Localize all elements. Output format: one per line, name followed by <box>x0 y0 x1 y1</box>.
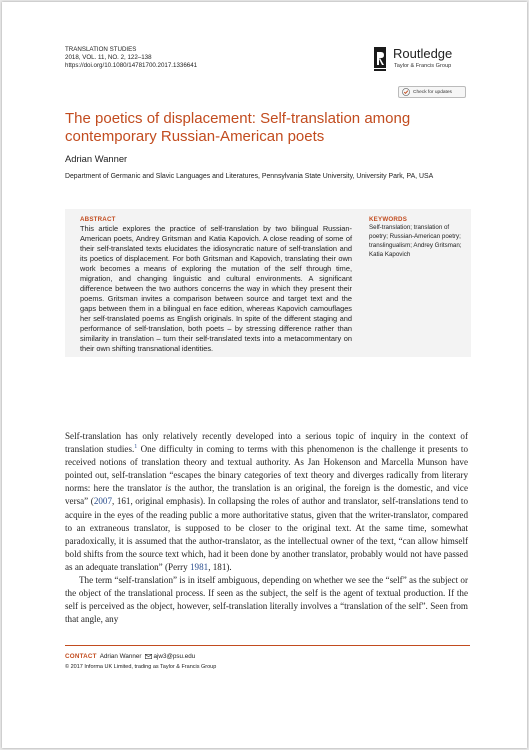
email-icon <box>145 654 152 659</box>
check-updates-button[interactable] <box>398 86 466 98</box>
footnote-link[interactable]: 1 <box>134 444 138 451</box>
journal-info <box>65 46 197 71</box>
contact-label: CONTACT <box>65 653 97 660</box>
contact-name: Adrian Wanner <box>99 653 142 660</box>
doi-link[interactable]: https://doi.org/10.1080/14781700.2017.1336641 <box>65 62 198 70</box>
body-paragraph: The term “self-translation” is in itself ambiguous, depending on whether we see the “self” as the subject or the object of the translational process. If seen as the subject, the self is the agent of textual production. If the self is perceived as the object, however, self-translation literally involves a “translation of the self”. Seen from that angle, any <box>65 575 468 625</box>
abstract-box <box>65 209 471 357</box>
article-author: Adrian Wanner <box>65 153 128 164</box>
keywords-heading: KEYWORDS <box>369 216 408 223</box>
routledge-logo-icon <box>373 46 387 72</box>
citation-link[interactable]: 2007 <box>93 496 112 507</box>
publisher-name: Routledge <box>393 46 453 61</box>
article-page <box>2 2 527 748</box>
keywords-text: Self-translation; translation of poetry; Russian-American poetry; translingualism; Andrey Gritsman; Katia Kapovich <box>369 224 462 258</box>
abstract-text: This article explores the practice of self-translation by two bilingual Russian-American poets, Andrey Gritsman and Katia Kapovich. A close reading of some of their self-translated texts elucidates the idiosyncratic nature of self-translation and its poetics of displacement. For both Gritsman and Kapovich, translating their own work becomes a means of exploring the mutation of the self through time, migration, and changing linguistic and cultural environments. A significant difference between the two authors concerns the way in which they present their poems. Gritsman invites a comparison between source and target text and the gaps between them in a bilingual en face edition, whereas Kapovich camouflages her self-translated poems as English originals. In spite of the different staging and performance of self-translation, both poets – by stressing difference rather than similarity in translation – turn their self-translated texts into a metacommentary on their own shifting transnational identities. <box>80 223 352 353</box>
journal-volume: 2018, VOL. 11, NO. 2, 122–138 <box>65 54 152 62</box>
publisher-logo <box>373 45 468 75</box>
check-updates-label: Check for updates <box>413 89 452 95</box>
body-paragraph: Self-translation has only relatively recently developed into a serious topic of inquiry in the context of translation studies.$^1$ One difficulty in coming to terms with this phenomenon is the challenge it presents to received notions of translation theory and textual authority. As Jan Hokenson and Marcella Munson have pointed out, self-translation “escapes the binary categories of text theory and diverges radically from literary norms: here the translator is the author, the translation is an original, the foreign is the domestic, and vice versa” (2007, 161, original emphasis). In collapsing the roles of author and translator, self-translations tend to acquire in the eyes of the reading public a more authoritative status, given that the writer-translator, compared to an extraneous translator, is supposed to be closer to the original text. At the same time, somewhat paradoxically, it is assumed that the author-translator, as the intellectual owner of the text, “can allow himself bold shifts from the source text which, had it been done by another translator, probably would not have passed as an adequate translation” (Perry 1981, 181). <box>65 431 469 572</box>
abstract-heading: ABSTRACT <box>80 216 116 223</box>
author-affiliation: Department of Germanic and Slavic Languages and Literatures, Pennsylvania State University, University Park, PA, USA <box>65 173 434 180</box>
citation-link[interactable]: 1981 <box>190 561 209 572</box>
contact-email[interactable]: ajw3@psu.edu <box>153 653 196 660</box>
copyright-notice: © 2017 Informa UK Limited, trading as Taylor & Francis Group <box>65 664 217 670</box>
article-body <box>65 430 468 626</box>
check-updates-icon <box>402 88 410 96</box>
article-title: The poetics of displacement: Self-translation among contemporary Russian-American poets <box>65 110 411 145</box>
publisher-group: Taylor & Francis Group <box>394 63 452 69</box>
journal-name: TRANSLATION STUDIES <box>65 46 137 53</box>
footer-divider <box>65 645 470 646</box>
contact-line <box>65 653 195 660</box>
